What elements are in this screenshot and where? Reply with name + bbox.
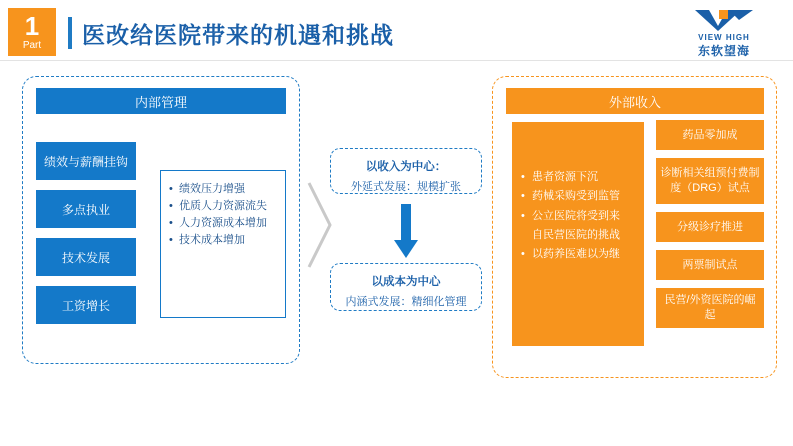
internal-effect-item: • 人力资源成本增加 (179, 215, 279, 232)
external-pressure-item-cont: 自民营医院的挑战 (532, 228, 620, 241)
income-centric-subtitle: 外延式发展：规模扩张 (351, 181, 461, 193)
arrow-down-icon (392, 204, 420, 265)
internal-factor-item[interactable]: 技术发展 (36, 238, 136, 276)
cost-centric-subtitle: 内涵式发展：精细化管理 (345, 296, 467, 308)
viewhigh-logo (669, 8, 779, 58)
external-pressure-item: • 以药养医难以为继 (532, 245, 636, 264)
part-label: Part (22, 40, 42, 51)
internal-factor-list (36, 142, 136, 334)
logo-chinese-text: 东软望海 (697, 44, 750, 58)
part-badge (8, 8, 56, 56)
internal-factor-item[interactable]: 多点执业 (36, 190, 136, 228)
external-pressure-item: • 药械采购受到监管 (532, 187, 636, 206)
internal-effects-list (161, 171, 285, 249)
policy-item[interactable]: 两票制试点 (656, 250, 764, 280)
policy-item[interactable]: 民营/外资医院的崛起 (656, 288, 764, 328)
external-pressure-item: • 患者资源下沉 (532, 168, 636, 187)
logo-english-text: VIEW HIGH (698, 33, 750, 42)
income-centric-box (330, 148, 482, 194)
page-title (68, 12, 394, 54)
internal-factor-item[interactable]: 绩效与薪酬挂钩 (36, 142, 136, 180)
internal-effect-item: • 绩效压力增强 (179, 181, 279, 198)
external-revenue-title: 外部收入 (506, 88, 764, 114)
internal-effect-item: • 优质人力资源流失 (179, 198, 279, 215)
policy-item[interactable]: 药品零加成 (656, 120, 764, 150)
policy-item[interactable]: 分级诊疗推进 (656, 212, 764, 242)
cost-centric-box (330, 263, 482, 311)
logo-mark-icon (693, 8, 755, 32)
cost-centric-title: 以成本为中心 (371, 276, 441, 288)
title-accent-bar (68, 17, 72, 49)
income-centric-title: 以收入为中心： (365, 161, 447, 173)
external-pressures-list (512, 122, 644, 264)
policy-item[interactable]: 诊断相关组预付费制度（DRG）试点 (656, 158, 764, 204)
policy-list (656, 120, 764, 336)
chevron-right-icon (306, 180, 334, 275)
part-number: 1 (24, 11, 40, 41)
internal-factor-item[interactable]: 工资增长 (36, 286, 136, 324)
internal-management-title: 内部管理 (36, 88, 286, 114)
internal-effect-item: • 技术成本增加 (179, 232, 279, 249)
header-divider (0, 60, 793, 61)
title-text: 医改给医院带来的机遇和挑战 (82, 21, 394, 48)
external-pressures-box (512, 122, 644, 346)
external-pressure-item: • 公立医院将受到来 (532, 207, 636, 226)
internal-effects-box (160, 170, 286, 318)
